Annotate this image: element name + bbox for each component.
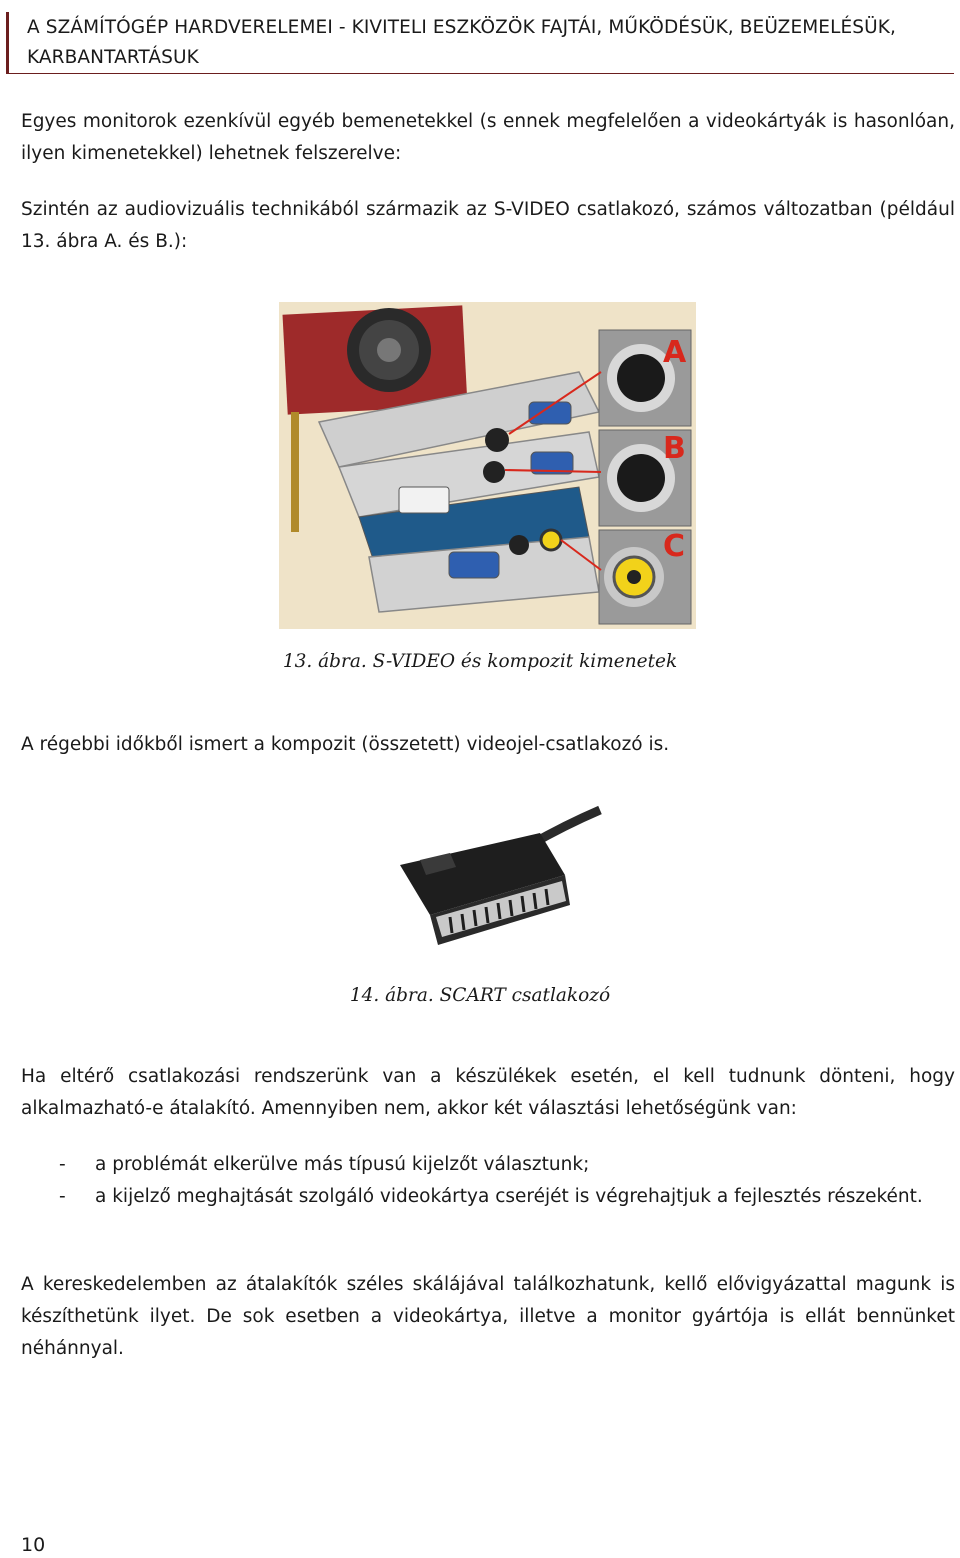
- paragraph-svideo: Szintén az audiovizuális technikából származik az S-VIDEO csatlakozó, számos változatban (például 13. ábra A. és B.):: [21, 199, 955, 252]
- label-b: B: [663, 431, 686, 466]
- label-a: A: [663, 335, 687, 370]
- page-number: 10: [21, 1534, 46, 1556]
- svideo-composite-photo: [279, 302, 696, 629]
- scart-connector-photo: [390, 805, 602, 950]
- header-title: A SZÁMÍTÓGÉP HARDVERELEMEI - KIVITELI ESZKÖZÖK FAJTÁI, MŰKÖDÉSÜK, BEÜZEMELÉSÜK, KARBANTARTÁSUK: [27, 17, 896, 68]
- bullet-text: a kijelző meghajtását szolgáló videokártya cseréjét is végrehajtjuk a fejlesztés részeként.: [95, 1186, 923, 1207]
- figure-13-image: [279, 302, 696, 629]
- paragraph-adapter: Ha eltérő csatlakozási rendszerünk van a készülékek esetén, el kell tudnunk dönteni, hogy alkalmazható-e átalakító. Amennyiben nem, akkor két választási lehetőségünk van:: [21, 1066, 955, 1119]
- list-item: [21, 1181, 955, 1245]
- figure-14-image: [390, 805, 602, 950]
- bullet-dash: -: [59, 1186, 66, 1207]
- paragraph-converters: A kereskedelemben az átalakítók széles skálájával találkozhatunk, kellő elővigyázattal magunk is készíthetünk ilyet. De sok esetben a videokártya, illetve a monitor gyártója is ellát bennünket néhánnyal.: [21, 1274, 955, 1359]
- figure-14-caption: 14. ábra. SCART csatlakozó: [349, 985, 611, 1006]
- page-header: [6, 12, 954, 74]
- list-item: [21, 1149, 955, 1181]
- label-c: C: [663, 529, 686, 564]
- bullet-dash: -: [59, 1154, 66, 1175]
- paragraph-composite: A régebbi időkből ismert a kompozit (összetett) videojel-csatlakozó is.: [21, 734, 670, 755]
- figure-13-caption: 13. ábra. S-VIDEO és kompozit kimenetek: [282, 651, 678, 672]
- bullet-text: a problémát elkerülve más típusú kijelzőt választunk;: [95, 1154, 590, 1175]
- paragraph-monitor-inputs: Egyes monitorok ezenkívül egyéb bemenetekkel (s ennek megfelelően a videokártyák is hasonlóan, ilyen kimenetekkel) lehetnek felszerelve:: [21, 111, 955, 164]
